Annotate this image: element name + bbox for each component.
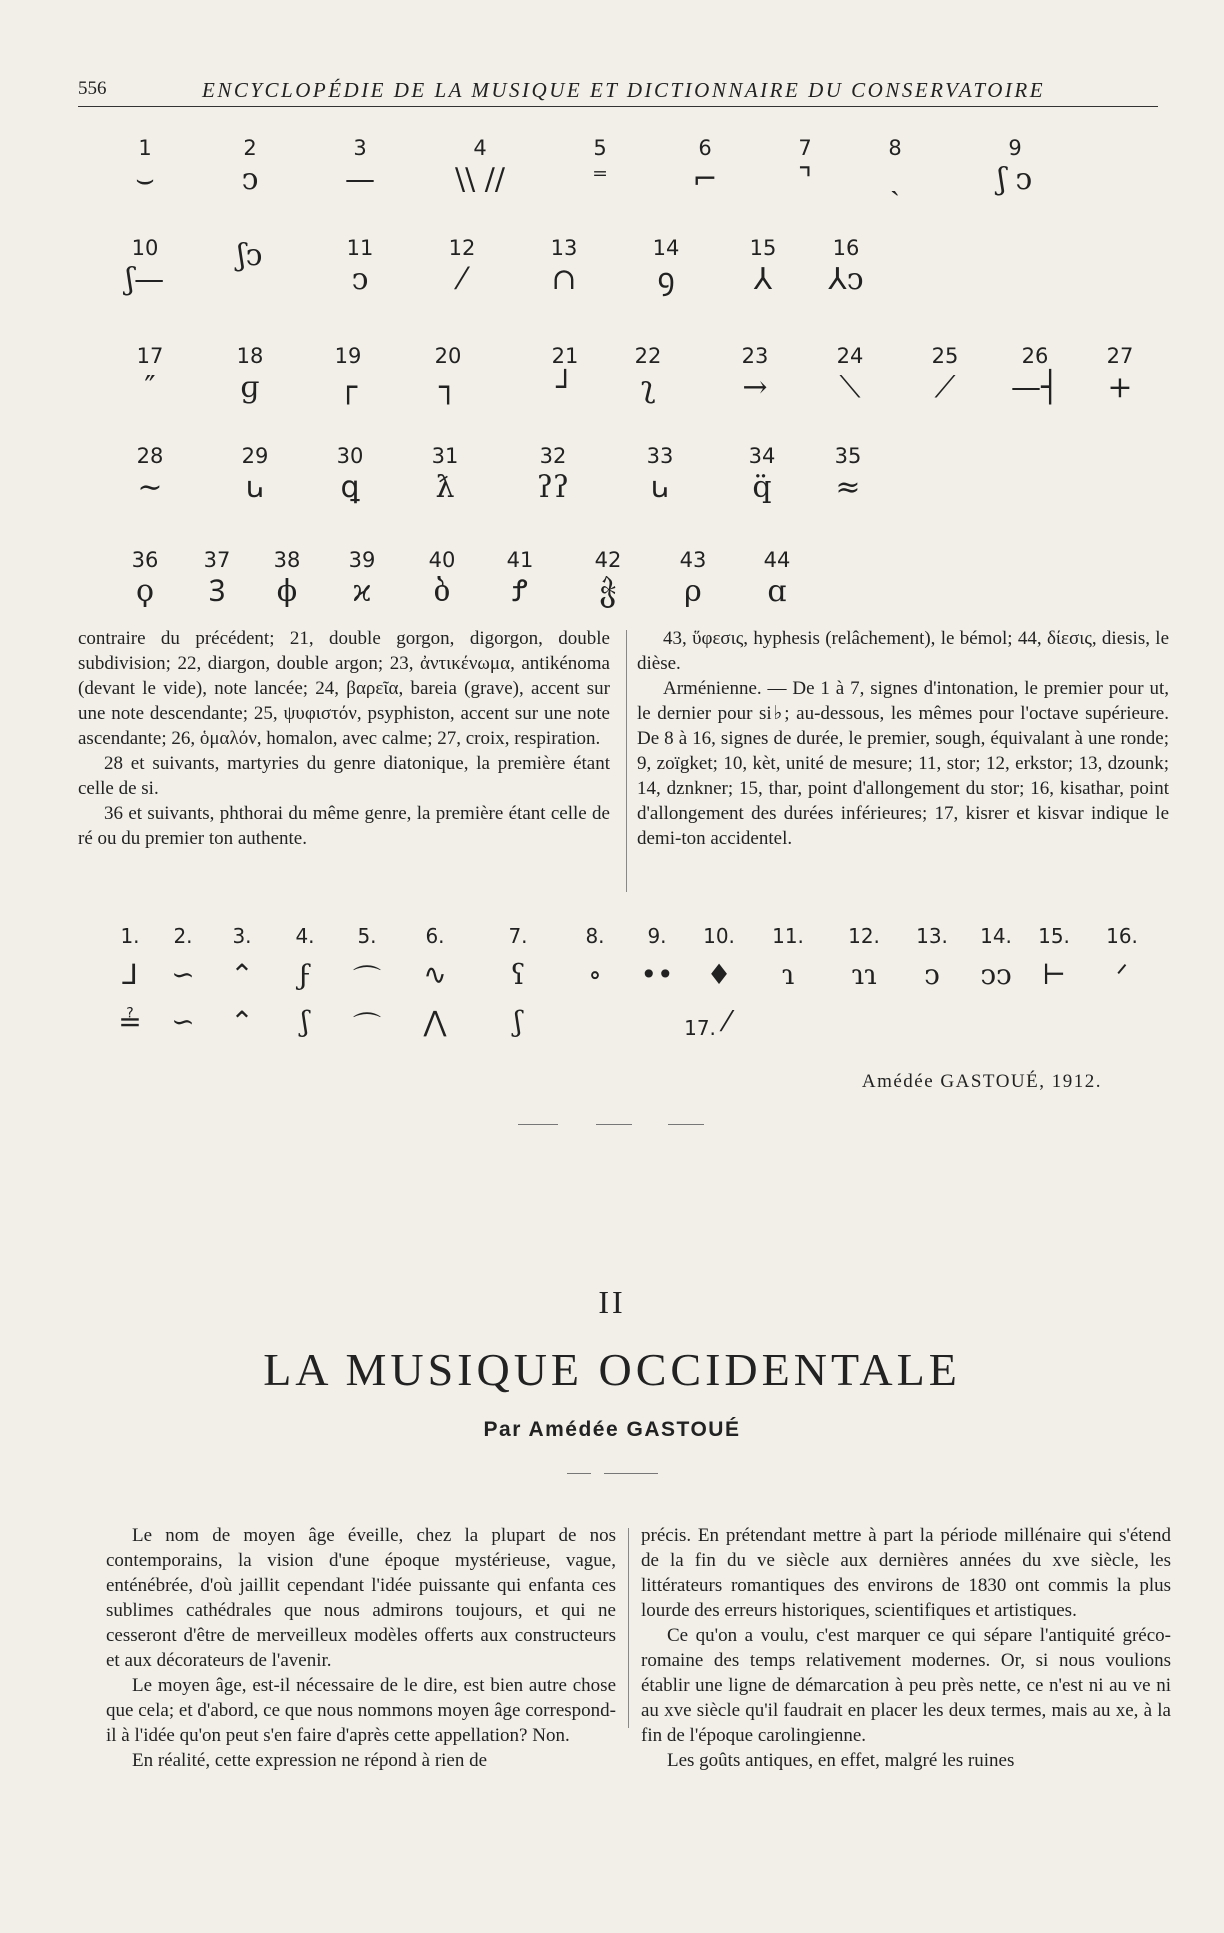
sign-38: 38 ϕ <box>273 548 301 609</box>
armenian-glyph: ∽ <box>171 1005 195 1038</box>
sign-26: 26 —┤ <box>1010 344 1060 405</box>
paragraph: En réalité, cette expression ne répond à rien de <box>132 1750 488 1771</box>
sign-29: 29 ꭎ <box>241 444 269 505</box>
sign-24: 24 ⟍ <box>836 344 864 405</box>
paragraph: Ce qu'on a voulu, c'est marquer ce qui sépare l'antiquité gréco-romaine des temps relativement modernes. Or, si nous voulions établir une ligne de démarcation à peu près nette, ce n'est ni au ve ni au xve siècle qu'il faudrait en placer les deux termes, mais au xe, à la fin de l'époque carolingienne. <box>641 1625 1171 1746</box>
sign-7: 7 ⌝ <box>797 136 813 197</box>
sign-22: 22 ʅ <box>634 344 662 405</box>
armenian-glyph: ʃ <box>301 1005 309 1038</box>
sign-35: 35 ≈ <box>834 444 862 505</box>
sign-28: 28 ∼ <box>136 444 164 505</box>
armenian-glyph: ϝ <box>298 958 312 991</box>
sign-25: 25 ⟋ <box>931 344 959 405</box>
armenian-number: 14. <box>980 924 1012 948</box>
sign-6: 6 ⌐ <box>692 136 718 197</box>
paragraph: 43, ὕφεσις, hyphesis (relâchement), le bémol; 44, δίεσις, diesis, le dièse. <box>637 628 1169 674</box>
paragraph: Arménienne. — De 1 à 7, signes d'intonation, le premier pour ut, le dernier pour si♭; au-dessous, les mêmes pour l'octave supérieure. De 8 à 16, signes de durée, le premier, sough, équivalant à une ronde; 9, zoïgket; 10, kèt, unité de mesure; 11, stor; 12, erkstor; 13, dzounk; 14, dznkner; 15, thar, point d'allongement du stor; 16, kisathar, point d'allongement des durées inférieures; 17, kisrer et kisvar indique le demi-ton accidentel. <box>637 678 1169 849</box>
armenian-glyph: ɿɿ <box>851 958 877 991</box>
armenian-glyph: •• <box>640 958 674 991</box>
running-title: ENCYCLOPÉDIE DE LA MUSIQUE ET DICTIONNAIRE DU CONSERVATOIRE <box>202 78 1046 102</box>
armenian-glyph: ∽ <box>171 958 195 991</box>
sign-32: 32 ʔʔ <box>536 444 570 505</box>
sign-37: 37 Ꝫ <box>203 548 231 609</box>
armenian-glyph: ᐟ <box>1116 958 1128 991</box>
sign-10: 10 ʃ— <box>125 236 165 297</box>
armenian-number: 12. <box>848 924 880 948</box>
armenian-glyph: ⅃ <box>122 958 138 991</box>
sign-27: 27 + <box>1106 344 1134 405</box>
armenian-glyph: ʃ <box>514 1005 522 1038</box>
sign-21: 21 ┘ <box>551 344 579 405</box>
armenian-number: 6. <box>425 924 445 948</box>
sign-10-variant: ʃↄ <box>237 238 263 273</box>
armenian-glyph: ⋀ <box>423 1005 447 1038</box>
armenian-number: 9. <box>647 924 667 948</box>
sign-42: 42 ჭ <box>594 548 622 609</box>
armenian-number: 2. <box>173 924 193 948</box>
sign-9: 9 ʃ ↄ <box>997 136 1033 197</box>
armenian-glyph: ⁄ <box>724 1005 730 1038</box>
column-divider <box>626 630 627 892</box>
sign-4: 4 \\ // <box>455 136 505 197</box>
sign-14: 14 ꝯ <box>652 236 680 297</box>
sign-20: 20 ┐ <box>434 344 462 405</box>
armenian-glyph: ∘ <box>588 958 602 991</box>
armenian-glyph: ♦ <box>706 958 732 991</box>
armenian-glyph: ⌃ <box>230 1005 254 1038</box>
armenian-number: 10. <box>703 924 735 948</box>
armenian-number: 5. <box>357 924 377 948</box>
sign-33: 33 ꭎ <box>646 444 674 505</box>
paragraph: précis. En prétendant mettre à part la période millénaire qui s'étend de la fin du ve siècle aux dernières années du xve siècle, les littérateurs romantiques des environs de 1830 ont commis la plus lourde des erreurs historiques, scientifiques et artistiques. <box>641 1525 1171 1621</box>
armenian-number: 8. <box>585 924 605 948</box>
sign-8: 8 ˎ <box>888 136 902 197</box>
byline: Par Amédée GASTOUÉ <box>483 1418 741 1441</box>
armenian-number: 1. <box>120 924 140 948</box>
sign-41: 41 Ꝭ <box>506 548 534 609</box>
armenian-number: 17. <box>684 1016 716 1040</box>
separator-rule <box>604 1473 658 1474</box>
armenian-number: 4. <box>295 924 315 948</box>
paragraph: Le moyen âge, est-il nécessaire de le dire, est bien autre chose que cela; et d'abord, ce que nous nommons moyen âge correspond-il à l'idée qu'on peut s'en faire d'après cette appellation? Non. <box>106 1675 616 1746</box>
sign-12: 12 ⁄ <box>448 236 476 297</box>
paragraph: contraire du précédent; 21, double gorgon, digorgon, double subdivision; 22, diargon, double argon; 23, ἀντικένωμα, antikénoma (devant le vide), note lancée; 24, βαρεῖα, bareia (grave), accent sur une note descendante; 25, ψυφιστόν, psyphiston, accent sur une note ascendante; 26, ὁμαλόν, homalon, avec calme; 27, croix, respiration. <box>78 628 610 749</box>
sign-15: 15 ⅄ <box>749 236 777 297</box>
armenian-glyph: ɿ <box>781 958 795 991</box>
sign-11: 11 ↄ <box>346 236 374 297</box>
sign-39: 39 ϰ <box>348 548 376 609</box>
sign-34: 34 q̈ <box>748 444 776 505</box>
paragraph: Les goûts antiques, en effet, malgré les ruines <box>667 1750 1015 1771</box>
armenian-glyph: ⌒ <box>352 963 381 996</box>
page-header <box>78 78 1158 107</box>
sign-40: 40 ბ <box>428 548 456 609</box>
sign-13: 13 ∩ <box>550 236 578 297</box>
sign-43: 43 ρ <box>679 548 707 609</box>
separator-rule <box>567 1473 591 1474</box>
sign-23: 23 → <box>741 344 769 405</box>
armenian-number: 3. <box>232 924 252 948</box>
sign-2: 2 ↄ <box>241 136 259 197</box>
armenian-glyph: ↄ <box>924 958 940 991</box>
armenian-glyph: ∿ <box>423 958 447 991</box>
sign-44: 44 ɑ <box>763 548 791 609</box>
sign-5: 5 ⁼ <box>592 136 608 197</box>
armenian-number: 13. <box>916 924 948 948</box>
section-number: II <box>598 1284 626 1320</box>
paragraph: 28 et suivants, martyries du genre diatonique, la première étant celle de si. <box>78 753 610 799</box>
armenian-glyph: ↄↄ <box>980 958 1012 991</box>
sign-1: 1 ⌣ <box>135 136 155 197</box>
body-right-column <box>641 1523 1171 1773</box>
armenian-glyph: ⌒ <box>352 1010 381 1043</box>
armenian-glyph: ⊢ <box>1041 958 1067 991</box>
sign-17: 17 ″ <box>136 344 164 405</box>
paragraph: 36 et suivants, phthorai du même genre, la première étant celle de ré ou du premier ton authente. <box>78 803 610 849</box>
sign-19: 19 ┌ <box>334 344 362 405</box>
section-title: LA MUSIQUE OCCIDENTALE <box>263 1344 961 1395</box>
sign-30: 30 ꝗ <box>336 444 364 505</box>
separator-rule <box>518 1124 558 1125</box>
paragraph: Le nom de moyen âge éveille, chez la plupart de nos contemporains, la vision d'une époque mystérieuse, vague, enténébrée, d'où jaillit cependant l'idée puissante qui enfanta ces sublimes cathédrales que nous admirons toujours, et qui ne cesseront d'être de merveilleux modèles offerts aux constructeurs et aux décorateurs de l'avenir. <box>106 1525 616 1671</box>
separator-rule <box>668 1124 704 1125</box>
separator-rule <box>596 1124 632 1125</box>
commentary-left-column <box>78 626 610 851</box>
sign-36: 36 ϙ <box>131 548 159 609</box>
body-left-column <box>106 1523 616 1773</box>
armenian-number: 16. <box>1106 924 1138 948</box>
armenian-number: 11. <box>772 924 804 948</box>
armenian-number: 15. <box>1038 924 1070 948</box>
sign-31: 31 ƛ <box>431 444 459 505</box>
sign-16: 16 ⅄ↄ <box>828 236 864 297</box>
column-divider <box>628 1528 629 1728</box>
armenian-number: 7. <box>508 924 528 948</box>
commentary-right-column <box>637 626 1169 851</box>
author-signature: Amédée GASTOUÉ, 1912. <box>861 1071 1102 1092</box>
armenian-glyph: ⌃ <box>230 958 254 991</box>
armenian-glyph: ≟ <box>118 1005 142 1038</box>
sign-3: 3 — <box>345 136 375 197</box>
page-number: 556 <box>78 78 107 99</box>
armenian-glyph: ʕ <box>510 958 526 991</box>
sign-18: 18 ɡ <box>236 344 264 405</box>
